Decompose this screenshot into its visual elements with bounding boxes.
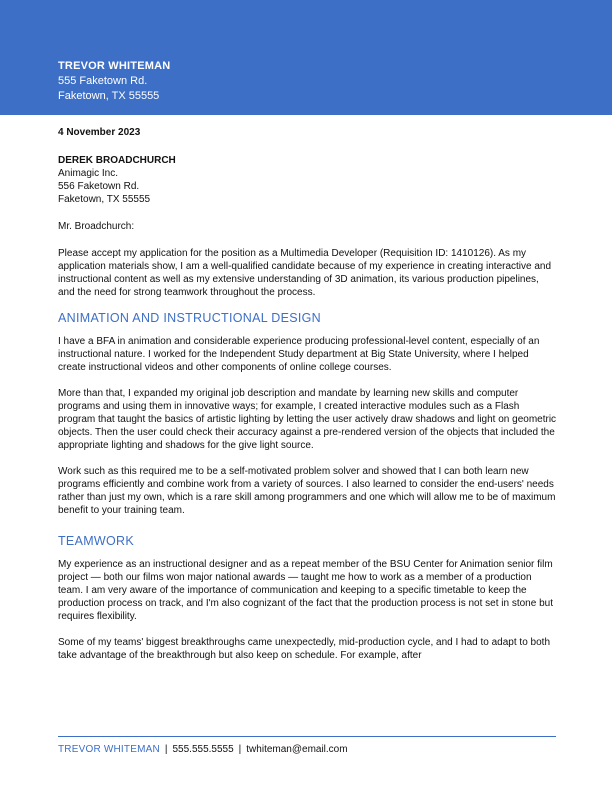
footer-name: TREVOR WHITEMAN <box>58 744 160 755</box>
sender-address-line2: Faketown, TX 55555 <box>58 90 160 102</box>
section-heading-animation: ANIMATION AND INSTRUCTIONAL DESIGN <box>58 311 322 325</box>
footer-email: twhiteman@email.com <box>246 744 348 755</box>
recipient-name: DEREK BROADCHURCH <box>58 155 176 166</box>
paragraph: Work such as this required me to be a self-motivated problem solver and showed that I can both learn new programs efficiently and combine work from a variety of sources. I also learned to consider the end-users' needs rather than just my own, which is a rare skill among programmers and one which will allow me to be of maximum benefit to your training team. <box>58 466 556 516</box>
recipient-company: Animagic Inc. <box>58 168 119 179</box>
paragraph: I have a BFA in animation and considerable experience producing professional-level content, especially of an instructional nature. I worked for the Independent Study department at Big State University, where I helped create instructional videos and other components of online college courses. <box>58 336 540 373</box>
paragraph: Some of my teams' biggest breakthroughs came unexpectedly, mid-production cycle, and I had to adapt to both take advantage of the breakthrough but also keep on schedule. For example, after <box>58 637 551 661</box>
letter-date: 4 November 2023 <box>58 127 141 138</box>
letter-body <box>58 126 558 675</box>
salutation: Mr. Broadchurch: <box>58 221 135 232</box>
sender-address-line1: 555 Faketown Rd. <box>58 75 148 87</box>
sender-name: TREVOR WHITEMAN <box>58 60 171 72</box>
letterhead-banner <box>0 0 612 115</box>
recipient-address-line1: 556 Faketown Rd. <box>58 181 140 192</box>
footer-separator: | <box>164 744 168 755</box>
footer-separator: | <box>238 744 242 755</box>
sender-block <box>58 59 170 104</box>
section-heading-teamwork: TEAMWORK <box>58 534 135 548</box>
paragraph: More than that, I expanded my original job description and mandate by learning new skills and computer programs and using them in innovative ways; for example, I created interactive modules such as a Flash program that taught the basics of artistic lighting by letting the user actively draw shadows and light on geometric objects. Then the user could check their accuracy against a pre-rendered version of the objects that included the appropriate lighting and shadows for the give light source. <box>58 388 557 451</box>
recipient-block <box>58 154 558 206</box>
paragraph: My experience as an instructional designer and as a repeat member of the BSU Center for Animation senior film project — both our films won major national awards — taught me how to work as a member of a production team. I am very aware of the importance of communication and keeping to a specific timetable to keep the production process on track, and I'm also cognizant of the fact that the production process is not set in stone but requires flexibility. <box>58 559 553 622</box>
page-footer <box>58 736 556 756</box>
recipient-address-line2: Faketown, TX 55555 <box>58 194 151 205</box>
footer-phone: 555.555.5555 <box>172 744 234 755</box>
intro-paragraph: Please accept my application for the position as a Multimedia Developer (Requisition ID: 1410126). As my application materials show, I am a well-qualified candidate because of my experience in creating interactive and instructional content as well as my extensive understanding of 3D animation, its various production pipelines, and the need for strong teamwork throughout the process. <box>58 248 552 298</box>
